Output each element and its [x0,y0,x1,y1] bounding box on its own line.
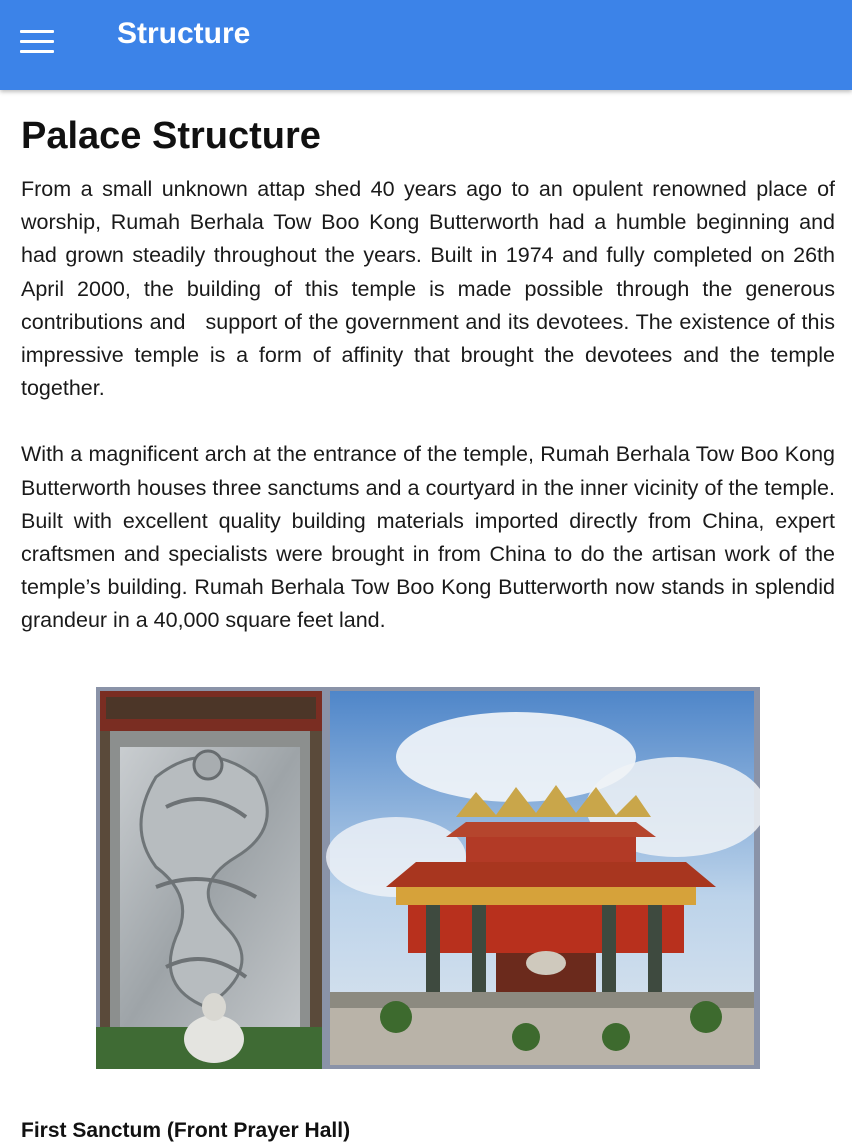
temple-photo-collage [96,687,760,1069]
page-title: Palace Structure [21,115,321,157]
hamburger-menu-icon[interactable] [14,26,62,66]
menu-bar-line [20,50,54,53]
app-bar-title: Structure [117,17,251,50]
temple-exterior-photo [326,691,760,1065]
section-heading: First Sanctum (Front Prayer Hall) [21,1119,351,1142]
menu-bar-line [20,40,54,43]
menu-bar-line [20,30,54,33]
article-paragraph: With a magnificent arch at the entrance of the temple, Rumah Berhala Tow Boo Kong Butterworth houses three sanctums and a courtyard in the inner vicinity of the temple. Built with excellent quality building materials imported directly from China, expert craftsmen and specialists were brought in from China to do the artisan work of the temple’s building. Rumah Berhala Tow Boo Kong Butterworth now stands in splendid grandeur in a 40,000 square feet land. [21,442,841,633]
article-content [21,90,841,638]
article-paragraph: From a small unknown attap shed 40 years ago to an opulent renowned place of worship, Rumah Berhala Tow Boo Kong Butterworth had a humble beginning and had grown steadily throughout the years. Built in 1974 and fully completed on 26th April 2000, the building of this temple is made possible through the generous contributions and support of the government and its devotees. The existence of this impressive temple is a form of affinity that brought the devotees and the temple together. [21,177,841,401]
dragon-carving-photo [96,691,322,1069]
app-bar [0,0,852,90]
